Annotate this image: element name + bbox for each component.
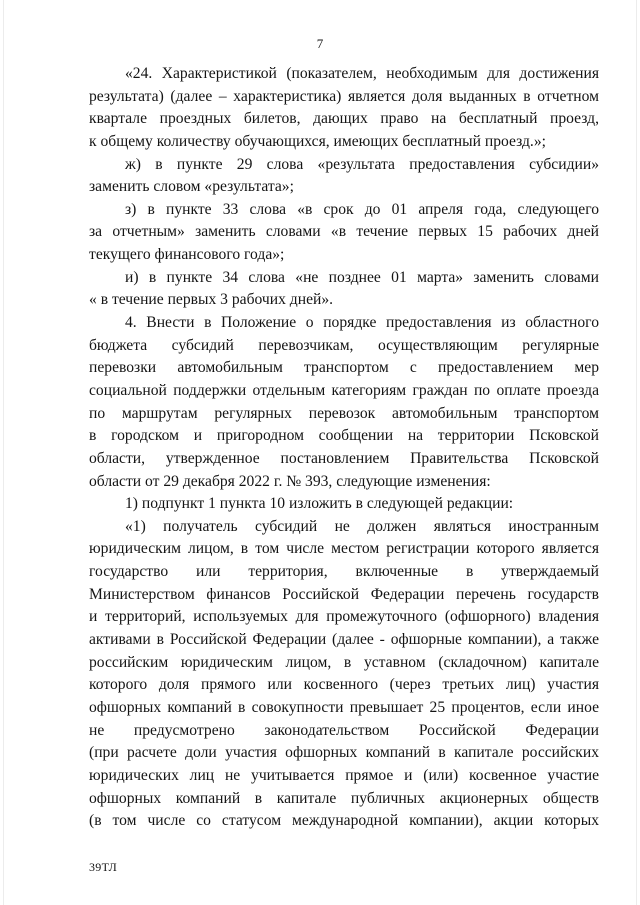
text-line: 4. Внести в Положение о порядке предоставления из областного [125,314,599,332]
text-line: юридическим лицом, в том числе местом регистрации которого является [89,540,599,558]
text-line: з) в пункте 33 слова «в срок до 01 апреля года, следующего [125,200,599,218]
text-line: российским юридическим лицом, в уставном (складочном) капитале [89,653,599,671]
text-line: не предусмотрено законодательством Российской Федерации [89,721,599,739]
text-line: которого доля прямого или косвенного (через третьих лиц) участия [89,676,599,694]
page-number: 7 [316,36,324,51]
text-line: ж) в пункте 29 слова «результата предоставления субсидии» [125,155,599,173]
text-line: (при расчете доли участия офшорных компаний в капитале российских [89,744,599,762]
text-line: юридических лиц не учитывается прямое и (или) косвенное участие [89,766,599,784]
text-line: по маршрутам регулярных перевозок автомобильным транспортом [89,404,599,422]
text-line: (в том числе со статусом международной компании), акции которых [89,812,599,830]
scan-edge-right [636,0,637,905]
text-line: офшорных компаний в совокупности превышает 25 процентов, если иное [89,698,599,716]
text-line: « в течение первых 3 рабочих дней». [89,291,334,309]
text-line: в городском и пригородном сообщении на территории Псковской [89,427,599,445]
text-line: заменить словом «результата»; [89,178,294,196]
text-line: Министерством финансов Российской Федерации перечень государств [89,585,599,603]
text-line: перевозки автомобильным транспортом с предоставлением мер [89,359,599,377]
text-line: «24. Характеристикой (показателем, необходимым для достижения [125,65,599,82]
text-line: к общему количеству обучающихся, имеющих бесплатный проезд.»; [89,132,546,150]
text-line: результата) (далее – характеристика) является доля выданных в отчетном [89,87,599,105]
text-line: области, утвержденное постановлением Правительства Псковской [89,449,599,467]
text-line: офшорных компаний в капитале публичных акционерных обществ [89,789,599,807]
text-line: «1) получатель субсидий не должен являться иностранным [125,517,599,535]
text-line: активами в Российской Федерации (далее - офшорные компании), а также [89,631,599,649]
text-line: бюджета субсидий перевозчикам, осуществляющим регулярные [89,336,599,354]
text-line: текущего финансового года»; [89,246,285,264]
text-line: и территорий, используемых для промежуточного (офшорного) владения [89,608,599,626]
text-line: 1) подпункт 1 пункта 10 изложить в следующей редакции: [125,495,514,513]
text-line: и) в пункте 34 слова «не позднее 01 марта» заменить словами [125,268,599,286]
text-line: за отчетным» заменить словами «в течение первых 15 рабочих дней [89,223,599,241]
scan-edge-left [3,0,4,905]
text-line: области от 29 декабря 2022 г. № 393, следующие изменения: [89,472,491,490]
document-body [89,63,599,833]
text-line: государство или территория, включенные в утверждаемый [89,563,599,581]
footer-code: 39ТЛ [89,860,118,874]
text-line: социальной поддержки отдельным категориям граждан по оплате проезда [89,381,599,399]
text-line: квартале проездных билетов, дающих право на бесплатный проезд, [89,110,599,128]
